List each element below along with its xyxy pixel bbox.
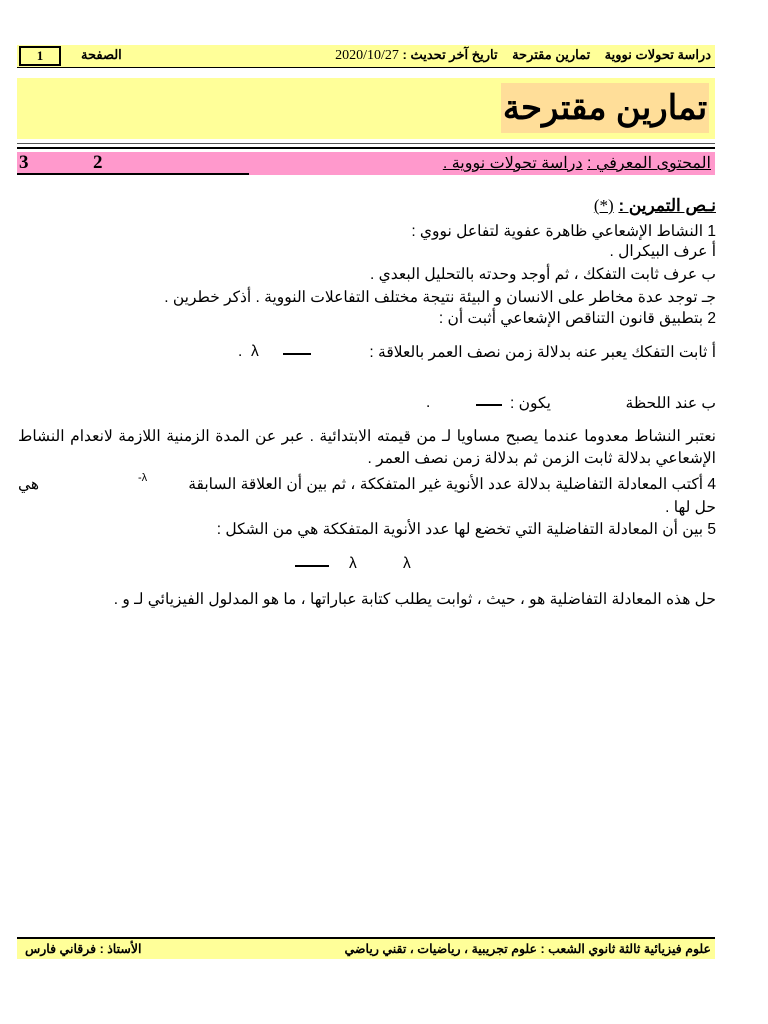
page-title: تمارين مقترحة: [501, 83, 709, 133]
question-2: 2 بتطبيق قانون التناقص الإشعاعي أثبت أن :: [438, 310, 716, 327]
question-1: 1 النشاط الإشعاعي ظاهرة عفوية لتفاعل نووي :: [411, 223, 716, 240]
question-5: 5 بين أن المعادلة التفاضلية التي تخضع لها عدد الأنوية المتفككة هي من الشكل :: [216, 521, 716, 538]
footer-teacher: الأستاذ : فرقاني فارس: [25, 942, 142, 956]
question-1b: ب عرف ثابت التفكك ، ثم أوجد وحدته بالتحليل البعدي .: [370, 266, 716, 283]
header-update-label: تاريخ آخر تحديث :: [402, 47, 498, 62]
fraction-bar-2a: [283, 353, 311, 355]
header-section: تمارين مقترحة: [512, 47, 591, 62]
header-date: 2020/10/27: [335, 48, 399, 63]
question-4-line2: حل لها .: [665, 499, 716, 516]
title-band: [17, 78, 715, 139]
lambda-5a: λ: [349, 555, 357, 572]
exercise-heading: [594, 196, 716, 216]
header-text: [335, 47, 711, 64]
page-number: 1: [19, 46, 61, 66]
question-3: نعتبر النشاط معدوما عندما يصبح مساويا لـ من قيمته الابتدائية . عبر عن المدة الزمنية اللازمة لانعدام النشاط الإشعاعي بدلالة ثابت الزمن ثم بدلالة زمن نصف العمر .: [18, 428, 716, 467]
period-2b: .: [426, 394, 431, 411]
content-label: [443, 153, 711, 173]
question-4-tail: هي: [18, 476, 40, 493]
footer-course: علوم فيزيائية ثالثة ثانوي الشعب : علوم تجريبية ، رياضيات ، تقني رياضي: [344, 942, 711, 956]
content-underline: [17, 173, 249, 175]
header-bar: [17, 45, 715, 68]
lambda-superscript: -λ: [138, 472, 148, 484]
question-2b: ب عند اللحظة: [625, 395, 716, 412]
page-label: الصفحة: [81, 47, 122, 62]
divider-thin: [17, 143, 715, 144]
question-1a: أ عرف البيكرال .: [609, 243, 716, 260]
difficulty-marker: (*): [593, 196, 614, 215]
level-number-2: 2: [93, 152, 103, 173]
period-2a: .: [238, 343, 243, 360]
exercise-heading-text: نـص التمرين :: [618, 196, 716, 215]
question-1c: جـ توجد عدة مخاطر على الانسان و البيئة نتيجة مختلف التفاعلات النووية . أذكر خطرين .: [164, 289, 716, 306]
question-2b-cont: يكون :: [510, 395, 551, 412]
content-label-text: المحتوى المعرفي :: [587, 155, 711, 172]
level-number-3: 3: [19, 152, 29, 173]
content-topic: دراسة تحولات نووية .: [442, 155, 583, 172]
lambda-2a: λ: [251, 343, 259, 360]
lambda-5b: λ: [403, 555, 411, 572]
question-2a: أ ثابت التفكك يعبر عنه بدلالة زمن نصف العمر بالعلاقة :: [369, 344, 716, 361]
divider-thick: [17, 147, 715, 149]
fraction-bar-2b: [476, 404, 502, 406]
content-bar: [17, 152, 715, 175]
header-subject: دراسة تحولات نووية: [604, 47, 711, 62]
question-5-solution: حل هذه المعادلة التفاضلية هو ، حيث ، ثوابت يطلب كتابة عباراتها ، ما هو المدلول الفيزيائي لـ و .: [113, 591, 716, 608]
question-4: 4 أكتب المعادلة التفاضلية بدلالة عدد الأنوية غير المتفككة ، ثم بين أن العلاقة السابقة: [188, 476, 716, 493]
footer-bar: [17, 937, 715, 959]
fraction-bar-5: [295, 565, 329, 567]
